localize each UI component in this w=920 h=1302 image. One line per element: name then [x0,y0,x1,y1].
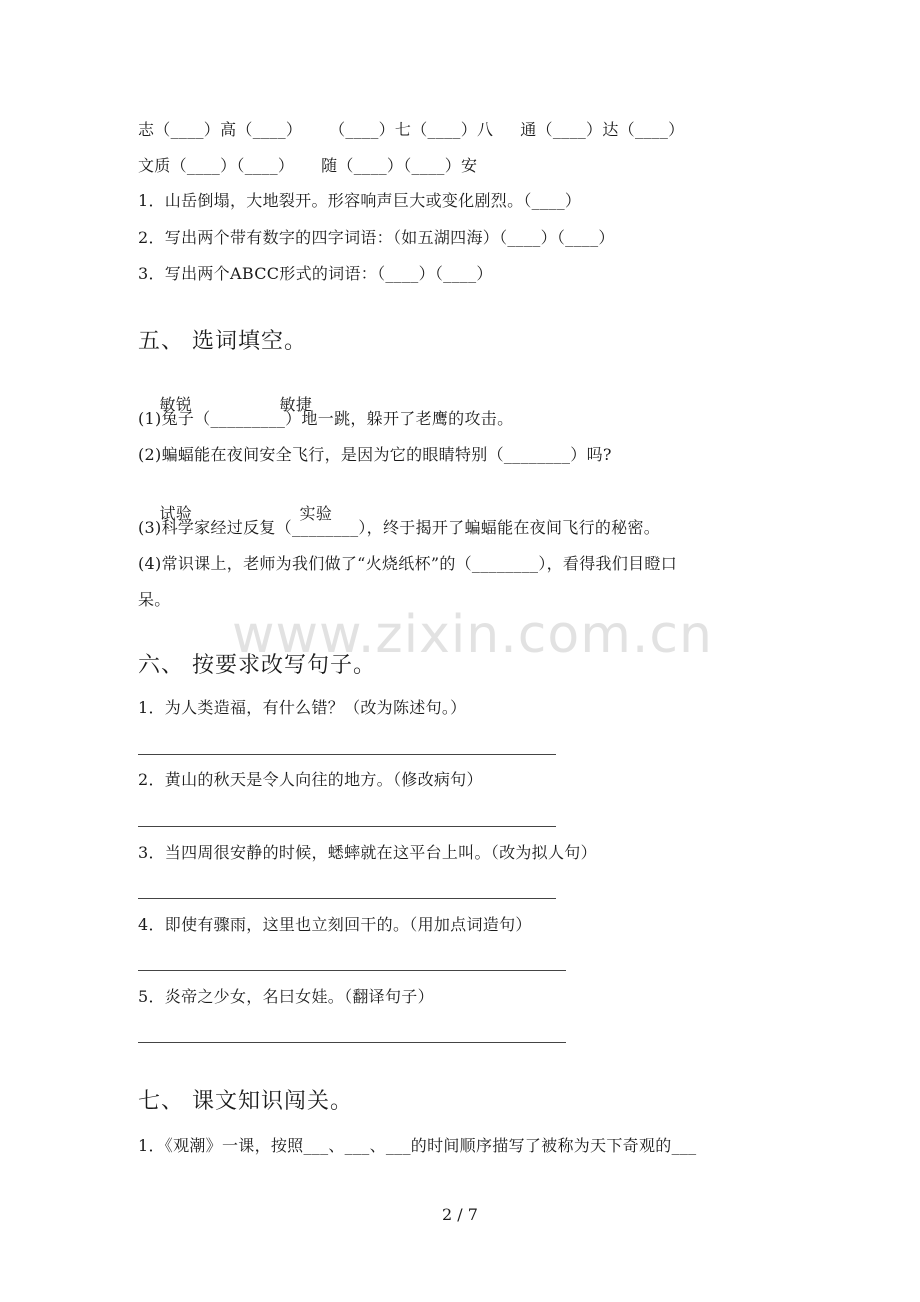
idiom-row-2: 文质（____）（____） 随（____）（____）安 [138,156,478,175]
answer-line-2 [138,826,556,827]
rewrite-item-3: 3．当四周很安静的时候，蟋蟀就在这平台上叫。（改为拟人句） [138,843,597,862]
fill-sentence-1: (1)兔子（_________）地一跳，躲开了老鹰的攻击。 [138,409,514,428]
answer-line-1 [138,754,556,755]
rewrite-item-1: 1．为人类造福，有什么错？（改为陈述句。） [138,698,467,717]
fill-sentence-3: (3)科学家经过反复（________），终于揭开了蝙蝠能在夜间飞行的秘密。 [138,518,661,537]
fill-sentence-4: (4)常识课上，老师为我们做了“火烧纸杯”的（________），看得我们目瞪口 [138,554,678,573]
answer-line-5 [138,1042,566,1043]
idiom-row-1: 志（____）高（____） （____）七（____）八 通（____）达（____） [138,120,685,139]
word-option: 敏锐 [159,395,193,414]
section-6-heading: 六、 按要求改写句子。 [138,653,376,678]
idiom-question-2: 2．写出两个带有数字的四字词语：（如五湖四海）（____）（____） [138,228,615,247]
word-option: 敏捷 [279,395,313,414]
section-7-heading: 七、 课文知识闯关。 [138,1089,353,1114]
page-number: 2 / 7 [442,1205,478,1224]
idiom-question-3: 3．写出两个ABCC形式的词语：（____）（____） [138,264,493,283]
rewrite-item-4: 4．即使有骤雨，这里也立刻回干的。（用加点词造句） [138,915,532,934]
answer-line-4 [138,970,566,971]
fill-sentence-4-continued: 呆。 [138,590,171,609]
rewrite-item-2: 2．黄山的秋天是令人向往的地方。（修改病句） [138,770,483,789]
word-option: 试验 [159,504,193,523]
watermark: www.zixin.com.cn [232,605,713,665]
word-option: 实验 [299,504,333,523]
answer-line-3 [138,898,556,899]
rewrite-item-5: 5．炎帝之少女，名曰女娃。（翻译句子） [138,987,434,1006]
idiom-question-1: 1．山岳倒塌，大地裂开。形容响声巨大或变化剧烈。（____） [138,191,582,210]
lesson-question-1: 1．《观潮》一课，按照___、___、___的时间顺序描写了被称为天下奇观的___ [138,1136,697,1155]
section-5-heading: 五、 选词填空。 [138,329,307,354]
fill-sentence-2: (2)蝙蝠能在夜间安全飞行，是因为它的眼睛特别（________）吗? [138,445,612,464]
